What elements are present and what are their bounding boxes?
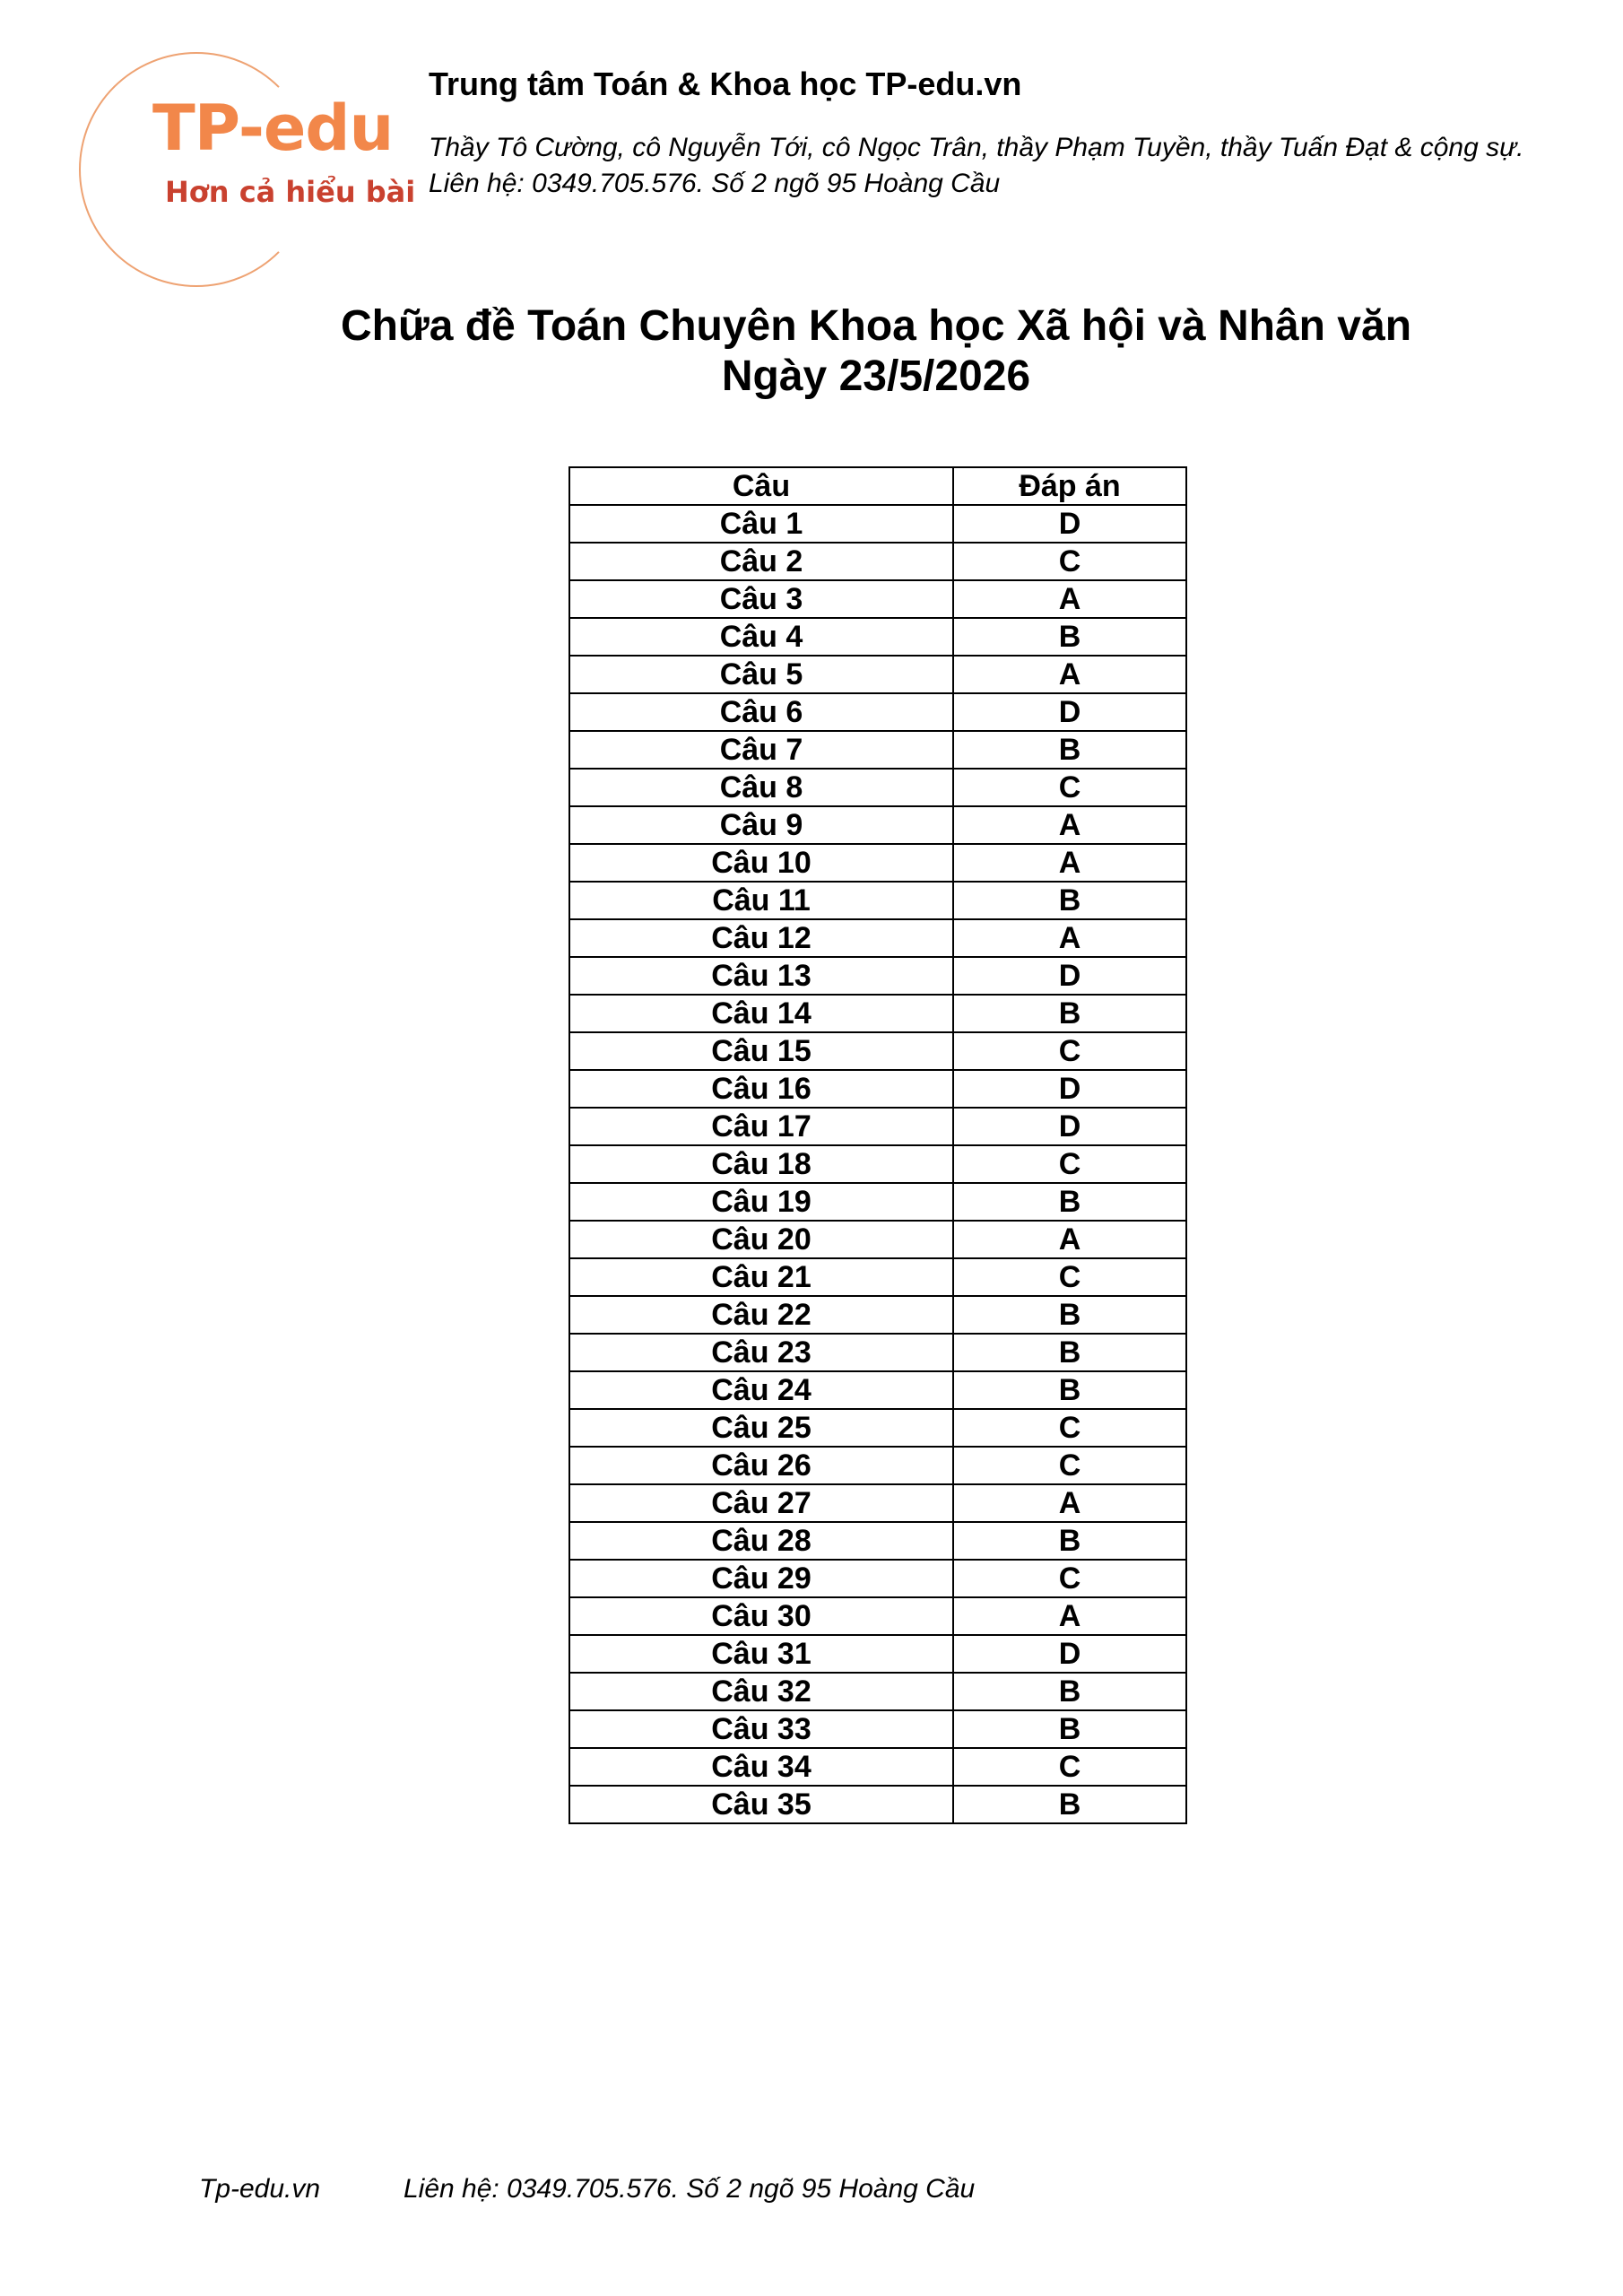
question-cell: Câu 8 [569,769,953,806]
answer-cell: C [953,1032,1186,1070]
table-row [569,1145,1186,1183]
answer-cell: B [953,1786,1186,1823]
answer-cell: B [953,618,1186,656]
table-row [569,1258,1186,1296]
answer-cell: A [953,1221,1186,1258]
question-cell: Câu 21 [569,1258,953,1296]
answer-cell: B [953,1183,1186,1221]
answer-cell: D [953,1070,1186,1108]
table-row [569,1221,1186,1258]
question-cell: Câu 9 [569,806,953,844]
table-row [569,769,1186,806]
question-cell: Câu 28 [569,1522,953,1560]
answer-cell: A [953,656,1186,693]
org-name: Trung tâm Toán & Khoa học TP-edu.vn [429,65,1022,102]
question-cell: Câu 32 [569,1673,953,1710]
answer-cell: C [953,1409,1186,1447]
footer-contact: Liên hệ: 0349.705.576. Số 2 ngõ 95 Hoàng Cầu [404,2174,976,2204]
question-cell: Câu 12 [569,919,953,957]
table-row [569,1371,1186,1409]
question-cell: Câu 14 [569,995,953,1032]
question-cell: Câu 4 [569,618,953,656]
table-row [569,580,1186,618]
table-row [569,1673,1186,1710]
answer-cell: C [953,1145,1186,1183]
table-row [569,505,1186,543]
table-row [569,693,1186,731]
answer-cell: B [953,882,1186,919]
table-row [569,1786,1186,1823]
table-row [569,1560,1186,1597]
table-row [569,1484,1186,1522]
answer-cell: C [953,1258,1186,1296]
staff-line: Thầy Tô Cường, cô Nguyễn Tới, cô Ngọc Trân, thầy Phạm Tuyền, thầy Tuấn Đạt & cộng sự. [429,133,1524,162]
table-row [569,1032,1186,1070]
question-cell: Câu 33 [569,1710,953,1748]
question-cell: Câu 16 [569,1070,953,1108]
page-date: Ngày 23/5/2026 [721,352,1031,400]
answer-cell: C [953,543,1186,580]
table-row [569,618,1186,656]
question-cell: Câu 26 [569,1447,953,1484]
table-row [569,1522,1186,1560]
question-cell: Câu 15 [569,1032,953,1070]
column-header-question: Câu [569,467,953,505]
question-cell: Câu 3 [569,580,953,618]
table-header-row [569,467,1186,505]
table-row [569,995,1186,1032]
answer-cell: C [953,1560,1186,1597]
answer-cell: A [953,806,1186,844]
answer-cell: B [953,1710,1186,1748]
table-row [569,1409,1186,1447]
question-cell: Câu 11 [569,882,953,919]
table-row [569,1334,1186,1371]
answer-cell: B [953,1334,1186,1371]
answer-cell: D [953,1635,1186,1673]
question-cell: Câu 17 [569,1108,953,1145]
question-cell: Câu 29 [569,1560,953,1597]
table-row [569,882,1186,919]
question-cell: Câu 31 [569,1635,953,1673]
answer-cell: D [953,1108,1186,1145]
answer-cell: B [953,1296,1186,1334]
column-header-answer: Đáp án [953,467,1186,505]
question-cell: Câu 34 [569,1748,953,1786]
question-cell: Câu 24 [569,1371,953,1409]
question-cell: Câu 30 [569,1597,953,1635]
table-row [569,1296,1186,1334]
logo-ring [79,52,314,287]
question-cell: Câu 27 [569,1484,953,1522]
question-cell: Câu 35 [569,1786,953,1823]
answer-cell: D [953,693,1186,731]
answer-cell: A [953,844,1186,882]
question-cell: Câu 7 [569,731,953,769]
table-row [569,1447,1186,1484]
header-contact: Liên hệ: 0349.705.576. Số 2 ngõ 95 Hoàng Cầu [429,169,1001,198]
answer-table-body [569,505,1186,1823]
footer-site: Tp-edu.vn [199,2174,321,2204]
question-cell: Câu 10 [569,844,953,882]
question-cell: Câu 18 [569,1145,953,1183]
answer-cell: C [953,769,1186,806]
question-cell: Câu 1 [569,505,953,543]
answer-cell: B [953,995,1186,1032]
table-row [569,844,1186,882]
table-row [569,1183,1186,1221]
question-cell: Câu 22 [569,1296,953,1334]
question-cell: Câu 20 [569,1221,953,1258]
table-row [569,1597,1186,1635]
answer-cell: C [953,1748,1186,1786]
question-cell: Câu 19 [569,1183,953,1221]
table-row [569,957,1186,995]
answer-cell: D [953,957,1186,995]
question-cell: Câu 25 [569,1409,953,1447]
answer-cell: C [953,1447,1186,1484]
question-cell: Câu 23 [569,1334,953,1371]
answer-cell: B [953,1522,1186,1560]
answer-cell: B [953,1673,1186,1710]
table-row [569,1748,1186,1786]
table-row [569,1635,1186,1673]
answer-cell: A [953,919,1186,957]
answer-cell: B [953,1371,1186,1409]
answer-cell: A [953,1484,1186,1522]
answer-cell: A [953,1597,1186,1635]
table-row [569,543,1186,580]
page-title: Chữa đề Toán Chuyên Khoa học Xã hội và Nhân văn [340,302,1412,350]
table-row [569,1070,1186,1108]
answer-cell: A [953,580,1186,618]
question-cell: Câu 13 [569,957,953,995]
table-row [569,731,1186,769]
answer-table [568,466,1187,1824]
table-row [569,1710,1186,1748]
logo-text: TP-edu [152,91,394,165]
table-row [569,919,1186,957]
answer-cell: B [953,731,1186,769]
table-row [569,1108,1186,1145]
table-row [569,806,1186,844]
answer-cell: D [953,505,1186,543]
question-cell: Câu 6 [569,693,953,731]
logo-slogan: Hơn cả hiểu bài [165,175,416,209]
question-cell: Câu 5 [569,656,953,693]
table-row [569,656,1186,693]
question-cell: Câu 2 [569,543,953,580]
